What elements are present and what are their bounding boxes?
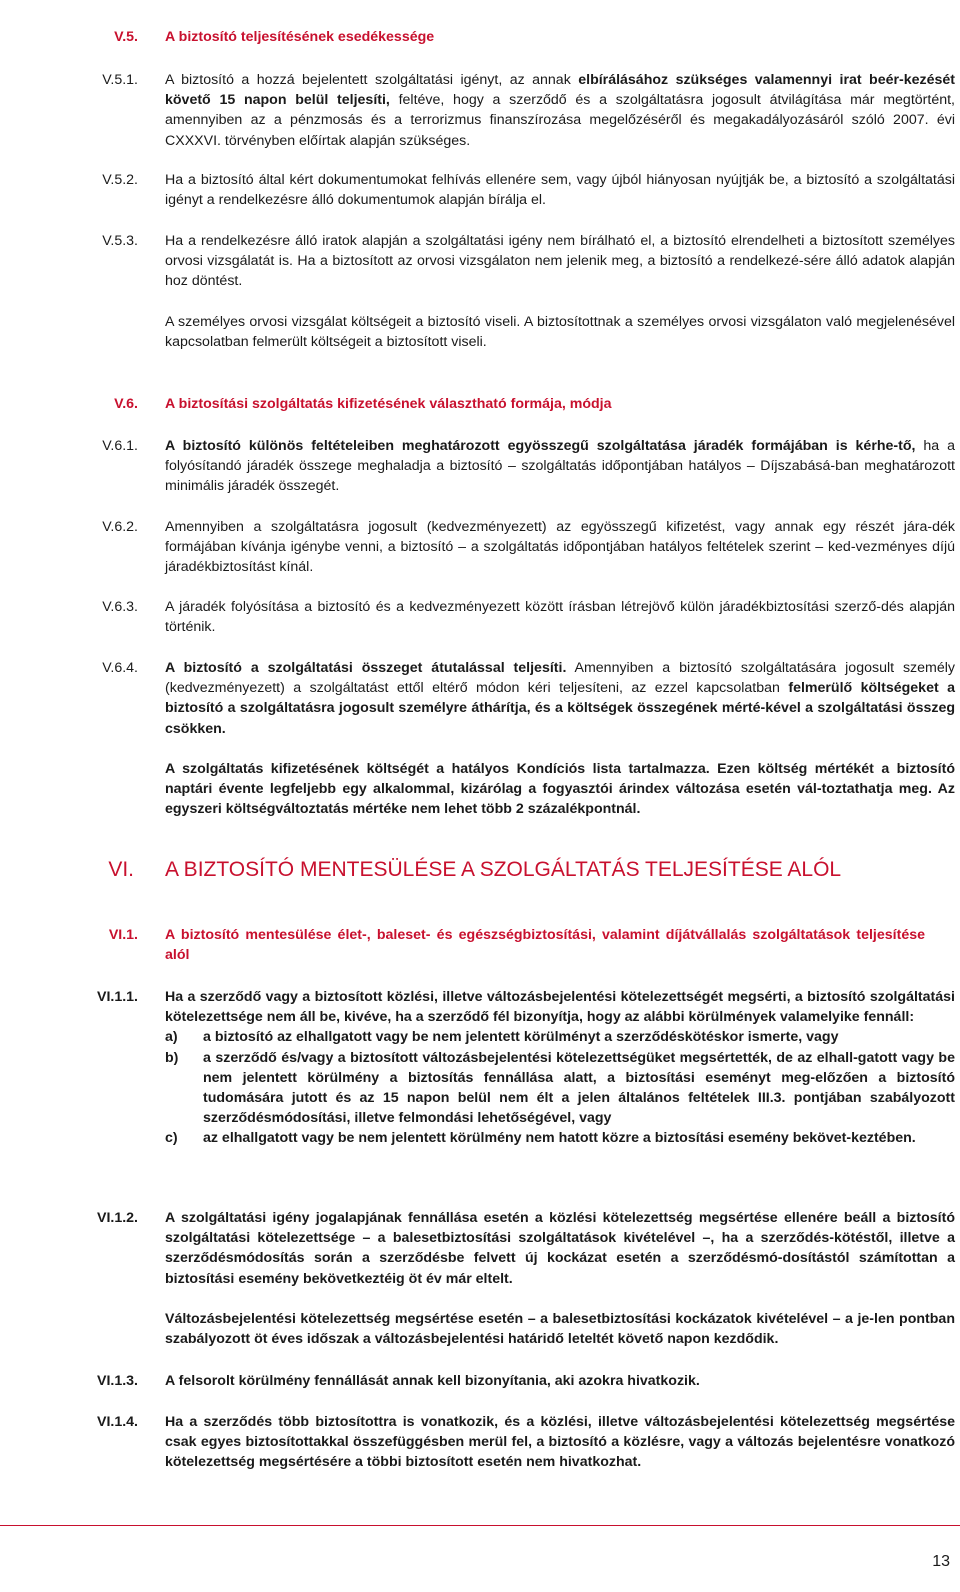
section-number: V.6.2.: [102, 519, 138, 535]
list-letter: b): [165, 1049, 179, 1066]
paragraph: [165, 658, 955, 739]
section-title: A biztosító mentesülése élet-, baleset- és egészségbiztosítási, valamint díjátvállalás szolgáltatások teljesítése alól: [165, 927, 925, 964]
paragraph: A felsorolt körülmény fennállását annak kell bizonyítania, aki azokra hivatkozik.: [165, 1373, 700, 1389]
list-item: [165, 1128, 955, 1148]
chapter-number: VI.: [108, 858, 134, 881]
text-run: A biztosító a hozzá bejelentett szolgáltatási igényt, az annak: [165, 72, 579, 88]
text-run-bold: elbírálásához szükséges valamennyi irat beér-kezését követő 15 napon belül teljesíti,: [165, 72, 955, 109]
paragraph: [165, 70, 955, 151]
section-title: A biztosítási szolgáltatás kifizetésének választható formája, módja: [165, 396, 612, 412]
paragraph: A járadék folyósítása a biztosító és a kedvezményezett között írásban létrejövő külön járadékbiztosítási szerző-dés alapján történik.: [165, 599, 955, 636]
paragraph: [165, 436, 955, 497]
paragraph: Változásbejelentési kötelezettség megsértése esetén – a balesetbiztosítási kockázatok kivételével – a je-len pontban szabályozott öt éves időszak a változásbejelentési határidő leteltét követő napon kezdődik.: [165, 1311, 955, 1348]
list-text: az elhallgatott vagy be nem jelentett körülmény nem hatott közre a biztosítási esemény bekövet-keztében.: [203, 1130, 916, 1147]
section-number: V.5.: [114, 29, 138, 45]
text-run-bold: A biztosító a szolgáltatási összeget átutalással teljesíti.: [165, 660, 567, 676]
section-number: VI.1.1.: [96, 989, 138, 1005]
section-number: V.6.3.: [102, 599, 138, 615]
section-number: V.6.4.: [102, 660, 138, 676]
paragraph: Amennyiben a szolgáltatásra jogosult (kedvezményezett) az egyösszegű kifizetést, vagy annak egy részét jára-dék formájában kívánja igénybe venni, a biztosító – a szolgáltatás időpontjában hatályos feltételek szerint – ked-vezményes díjú járadékbiztosítást kínál.: [165, 519, 955, 576]
text-run: Amennyiben a biztosító szolgáltatására jogosult személy (kedvezményezett) a szolgáltatást ettől eltérő módon kéri teljesíteni, az ezzel kapcsolatban: [165, 660, 955, 697]
section-number: VI.1.: [108, 927, 138, 943]
chapter-title: A BIZTOSÍTÓ MENTESÜLÉSE A SZOLGÁLTATÁS TELJESÍTÉSE ALÓL: [165, 858, 842, 881]
paragraph: Ha a rendelkezésre álló iratok alapján a szolgáltatási igény nem bírálható el, a biztosító elrendelheti a biztosított személyes orvosi vizsgálatát is. Ha a biztosított az orvosi vizsgálaton nem jelenik meg, a biztosító a rendelkezé-sére álló adatok alapján hoz döntést.: [165, 233, 955, 290]
list-text: a biztosító az elhallgatott vagy be nem jelentett körülményt a szerződéskötéskor ismerte, vagy: [203, 1029, 839, 1046]
section-body: [165, 987, 955, 1149]
list-text: a szerződő és/vagy a biztosított változásbejelentési kötelezettségüket megsértették, de az elhall-gatott vagy be nem jelentett körülmény a biztosítás fennállása alatt, a biztosítási eseményt meg-előzően a biztosító tudomására jutott és az 15 napon belül nem élt a jelen általános feltételek III.3. pontjában szabályozott szerződésmódosítási, illetve felmondási lehetőségével, vagy: [203, 1049, 955, 1127]
paragraph: Ha a szerződő vagy a biztosított közlési, illetve változásbejelentési kötelezettségét megsérti, a biztosító szolgáltatási kötelezettsége nem áll be, kivéve, ha a szerződő fél bizonyítja, hogy az alábbi körülmények valamelyike fennáll:: [165, 989, 955, 1026]
section-number: V.6.: [114, 396, 138, 412]
paragraph: Ha a szerződés több biztosítottra is vonatkozik, és a közlési, illetve változásbejelentési kötelezettség megsértése csak egyes biztosítottakkal összefüggésben merül fel, a biztosító a közlésre, vagy a változás bejelentésre vonatkozó kötelezettség megsértésére a többi biztosított esetén nem hivatkozhat.: [165, 1414, 955, 1471]
page-number: 13: [932, 1553, 950, 1570]
footer-divider: [0, 1525, 960, 1526]
section-title: A biztosító teljesítésének esedékessége: [165, 29, 435, 45]
paragraph: A személyes orvosi vizsgálat költségeit a biztosító viseli. A biztosítottnak a személyes orvosi vizsgálaton való megjelenésével kapcsolatban felmerült költségeit a biztosított viseli.: [165, 314, 955, 351]
text-run-bold: A biztosító különös feltételeiben meghatározott egyösszegű szolgáltatása járadék formájában is kérhe-tő,: [165, 438, 916, 454]
text-run-bold: felmerülő költségeket a biztosító a szolgáltatásra jogosult személyre áthárítja, és a költségek összegének mérté-kével a szolgáltatási összeg csökken.: [165, 680, 955, 737]
text-run: ha a folyósítandó járadék összege meghaladja a biztosító – szolgáltatás időpontjában hatályos – Díjszabásá-ban meghatározott minimális járadék összegét.: [165, 438, 955, 495]
section-number: V.5.3.: [102, 233, 138, 249]
list-item: [165, 1027, 955, 1047]
list-letter: c): [165, 1130, 178, 1147]
paragraph: A szolgáltatás kifizetésének költségét a hatályos Kondíciós lista tartalmazza. Ezen költség mértékét a biztosító naptári évente legfeljebb egy alkalommal, kizárólag a fogyasztói árindex változása esetén vál-toztathatja meg. Az egyszeri költségváltoztatás mértéke nem lehet több 2 százalékpontnál.: [165, 761, 955, 818]
section-number: V.5.2.: [102, 172, 138, 188]
paragraph: Ha a biztosító által kért dokumentumokat felhívás ellenére sem, vagy újból hiányosan nyújtják be, a biztosító a szolgáltatási igényt a rendelkezésre álló dokumentumok alapján bírálja el.: [165, 172, 955, 209]
section-number: VI.1.3.: [96, 1373, 138, 1389]
list-letter: a): [165, 1029, 178, 1046]
list-item: [165, 1048, 955, 1129]
paragraph: A szolgáltatási igény jogalapjának fennállása esetén a közlési kötelezettség megsértése ellenére beáll a biztosító szolgáltatási kötelezettsége – a balesetbiztosítási szolgáltatások kivételével –, ha a szerződés-kötéstől, illetve a szerződésmódosítás során a szerződésbe felvett új kockázat esetén a szerződésmó-dosítástól számítottan a biztosítási esemény bekövetkeztéig öt év már eltelt.: [165, 1210, 955, 1287]
section-number: VI.1.4.: [96, 1414, 138, 1430]
text-run: feltéve, hogy a szerződő és a szolgáltatásra jogosult átvilágítása már megtörtént, amennyiben az a pénzmosás és a terrorizmus finanszírozása megelőzéséről és megakadályozásáról szóló 2007. évi CXXXVI. törvényben előírtak alapján szükséges.: [165, 92, 955, 149]
section-number: V.5.1.: [102, 72, 138, 88]
section-number: V.6.1.: [102, 438, 138, 454]
section-number: VI.1.2.: [96, 1210, 138, 1226]
